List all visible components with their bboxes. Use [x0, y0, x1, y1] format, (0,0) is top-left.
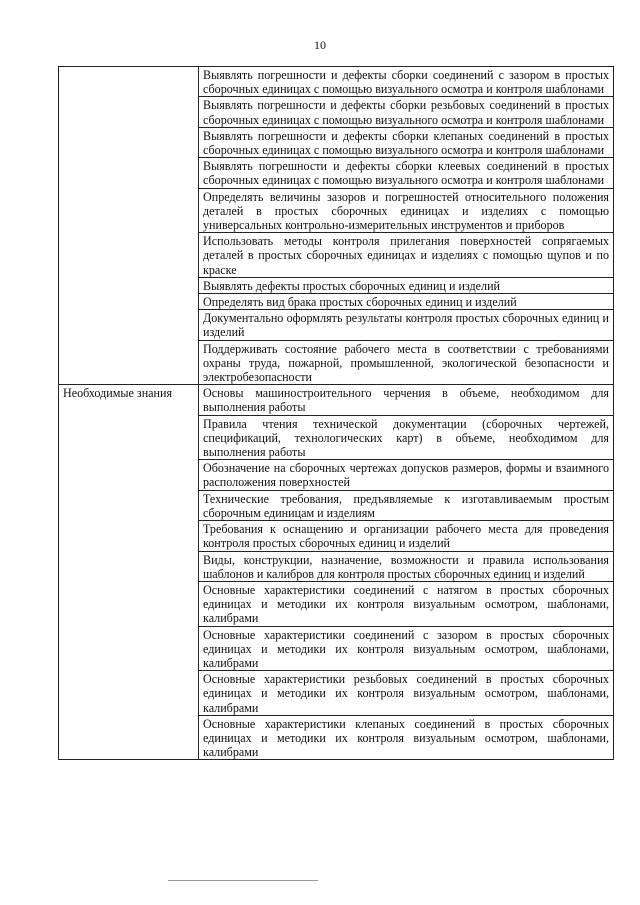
knowledge-item [199, 626, 614, 671]
skills-item-text: Поддерживать состояние рабочего места в соответствии с требованиями охраны труда, пожарной, промышленной, экологической безопасности и электробезопасности [203, 341, 609, 385]
knowledge-item [199, 460, 614, 490]
skills-item-text: Выявлять погрешности и дефекты сборки резьбовых соединений в простых сборочных единицах с помощью визуального осмотра и контроля шаблонами [203, 98, 609, 127]
requirements-table [58, 66, 614, 760]
table-row [59, 67, 614, 97]
knowledge-item-text: Основные характеристики резьбовых соединений в простых сборочных единицах и методики их контроля визуальным осмотром, шаблонами, калибрами [203, 672, 609, 715]
knowledge-item [199, 490, 614, 520]
scan-artifact-line [168, 880, 318, 881]
knowledge-item [199, 415, 614, 460]
skills-item [199, 158, 614, 188]
knowledge-item [199, 521, 614, 551]
skills-item [199, 127, 614, 157]
page-number: 10 [314, 38, 326, 52]
knowledge-item-text: Основные характеристики клепаных соединений в простых сборочных единицах и методики их контроля визуальным осмотром, шаблонами, калибрами [203, 716, 609, 760]
skills-item [199, 340, 614, 385]
knowledge-item-text: Основы машиностроительного черчения в объеме, необходимом для выполнения работы [203, 386, 609, 415]
skills-item [199, 97, 614, 127]
skills-item [199, 67, 614, 97]
knowledge-item-text: Правила чтения технической документации (сборочных чертежей, спецификаций, технологических карт) в объеме, необходимом для выполнения работы [203, 416, 609, 460]
knowledge-label: Необходимые знания [63, 386, 173, 401]
knowledge-item-text: Основные характеристики соединений с натягом в простых сборочных единицах и методики их контроля визуальным осмотром, шаблонами, калибрами [203, 582, 609, 626]
skills-item [199, 188, 614, 233]
knowledge-item [199, 551, 614, 581]
skills-item [199, 310, 614, 340]
knowledge-label-cell [59, 385, 199, 760]
skills-item-text: Определять величины зазоров и погрешностей относительного положения деталей в простых сборочных единицах и изделиях с помощью универсальных контрольно-измерительных инструментов и приборов [203, 189, 609, 233]
table-row [59, 385, 614, 415]
skills-item-text: Выявлять дефекты простых сборочных единиц и изделий [203, 278, 501, 293]
knowledge-item [199, 581, 614, 626]
skills-item [199, 233, 614, 278]
knowledge-item-text: Технические требования, предъявляемые к изготавливаемым простым сборочным единицам и изделиям [203, 491, 609, 520]
skills-item-text: Выявлять погрешности и дефекты сборки клепаных соединений в простых сборочных единицах с помощью визуального осмотра и контроля шаблонами [203, 128, 609, 158]
knowledge-item-text: Виды, конструкции, назначение, возможности и правила использования шаблонов и калибров для контроля простых сборочных единиц и изделий [203, 552, 609, 581]
skills-item-text: Определять вид брака простых сборочных единиц и изделий [203, 295, 517, 310]
knowledge-item-text: Основные характеристики соединений с зазором в простых сборочных единицах и методики их контроля визуальным осмотром, шаблонами, калибрами [203, 627, 609, 670]
knowledge-item [199, 671, 614, 716]
knowledge-item [199, 385, 614, 415]
knowledge-item-text: Обозначение на сборочных чертежах допусков размеров, формы и взаимного расположения поверхностей [203, 461, 609, 490]
skills-item-text: Документально оформлять результаты контроля простых сборочных единиц и изделий [203, 311, 609, 340]
skills-label-cell [59, 67, 199, 385]
knowledge-item [199, 715, 614, 760]
skills-item-text: Выявлять погрешности и дефекты сборки соединений с зазором в простых сборочных единицах с помощью визуального осмотра и контроля шаблонами [203, 68, 609, 97]
skills-item-text: Выявлять погрешности и дефекты сборки клеевых соединений в простых сборочных единицах с помощью визуального осмотра и контроля шаблонами [203, 159, 609, 188]
knowledge-item-text: Требования к оснащению и организации рабочего места для проведения контроля простых сборочных единиц и изделий [203, 522, 609, 551]
skills-item-text: Использовать методы контроля прилегания поверхностей сопрягаемых деталей в простых сборочных единицах и изделиях с помощью щупов и по краске [203, 234, 609, 277]
skills-item [199, 294, 614, 310]
skills-item [199, 277, 614, 293]
